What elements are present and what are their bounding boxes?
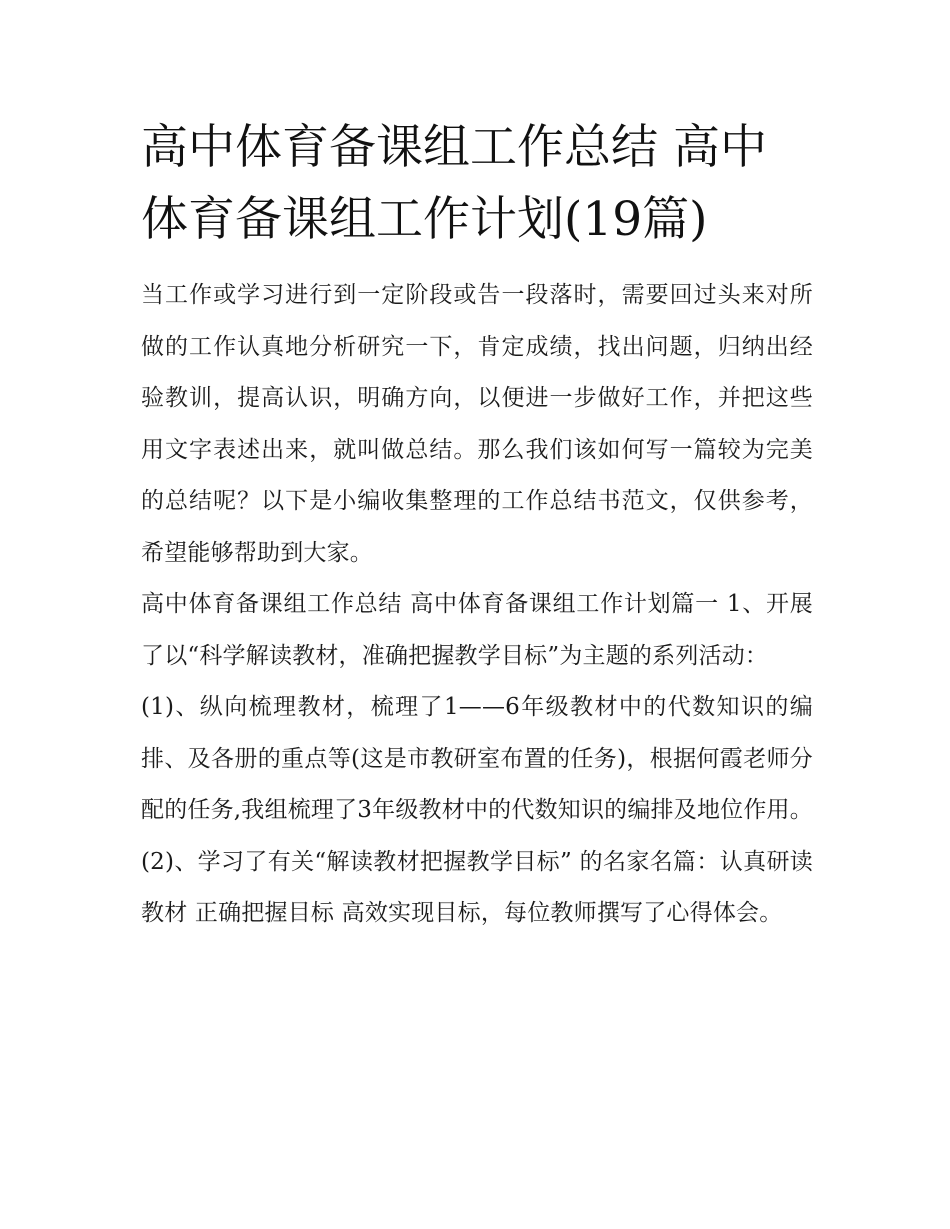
document-title: 高中体育备课组工作总结 高中体育备课组工作计划(19篇) [141,120,767,247]
item-1-paragraph: (1)、纵向梳理教材，梳理了1——6年级教材中的代数知识的编排、及各册的重点等(这是市教研室布置的任务)，根据何霞老师分配的任务,我组梳理了3年级教材中的代数知识的编排及地位作用。 [141,694,813,823]
intro-paragraph: 当工作或学习进行到一定阶段或告一段落时，需要回过头来对所做的工作认真地分析研究一下，肯定成绩，找出问题，归纳出经验教训，提高认识，明确方向，以便进一步做好工作，并把这些用文字表述出来，就叫做总结。那么我们该如何写一篇较为完美的总结呢？以下是小编收集整理的工作总结书范文，仅供参考，希望能够帮助到大家。 [141,282,813,566]
summary-paragraph: 高中体育备课组工作总结 高中体育备课组工作计划篇一 1、开展了以“科学解读教材，准确把握教学目标”为主题的系列活动： [141,591,813,669]
document-body [141,112,813,940]
item-2-paragraph: (2)、学习了有关“解读教材把握教学目标” 的名家名篇：认真研读教材 正确把握目标 高效实现目标，每位教师撰写了心得体会。 [141,848,813,926]
